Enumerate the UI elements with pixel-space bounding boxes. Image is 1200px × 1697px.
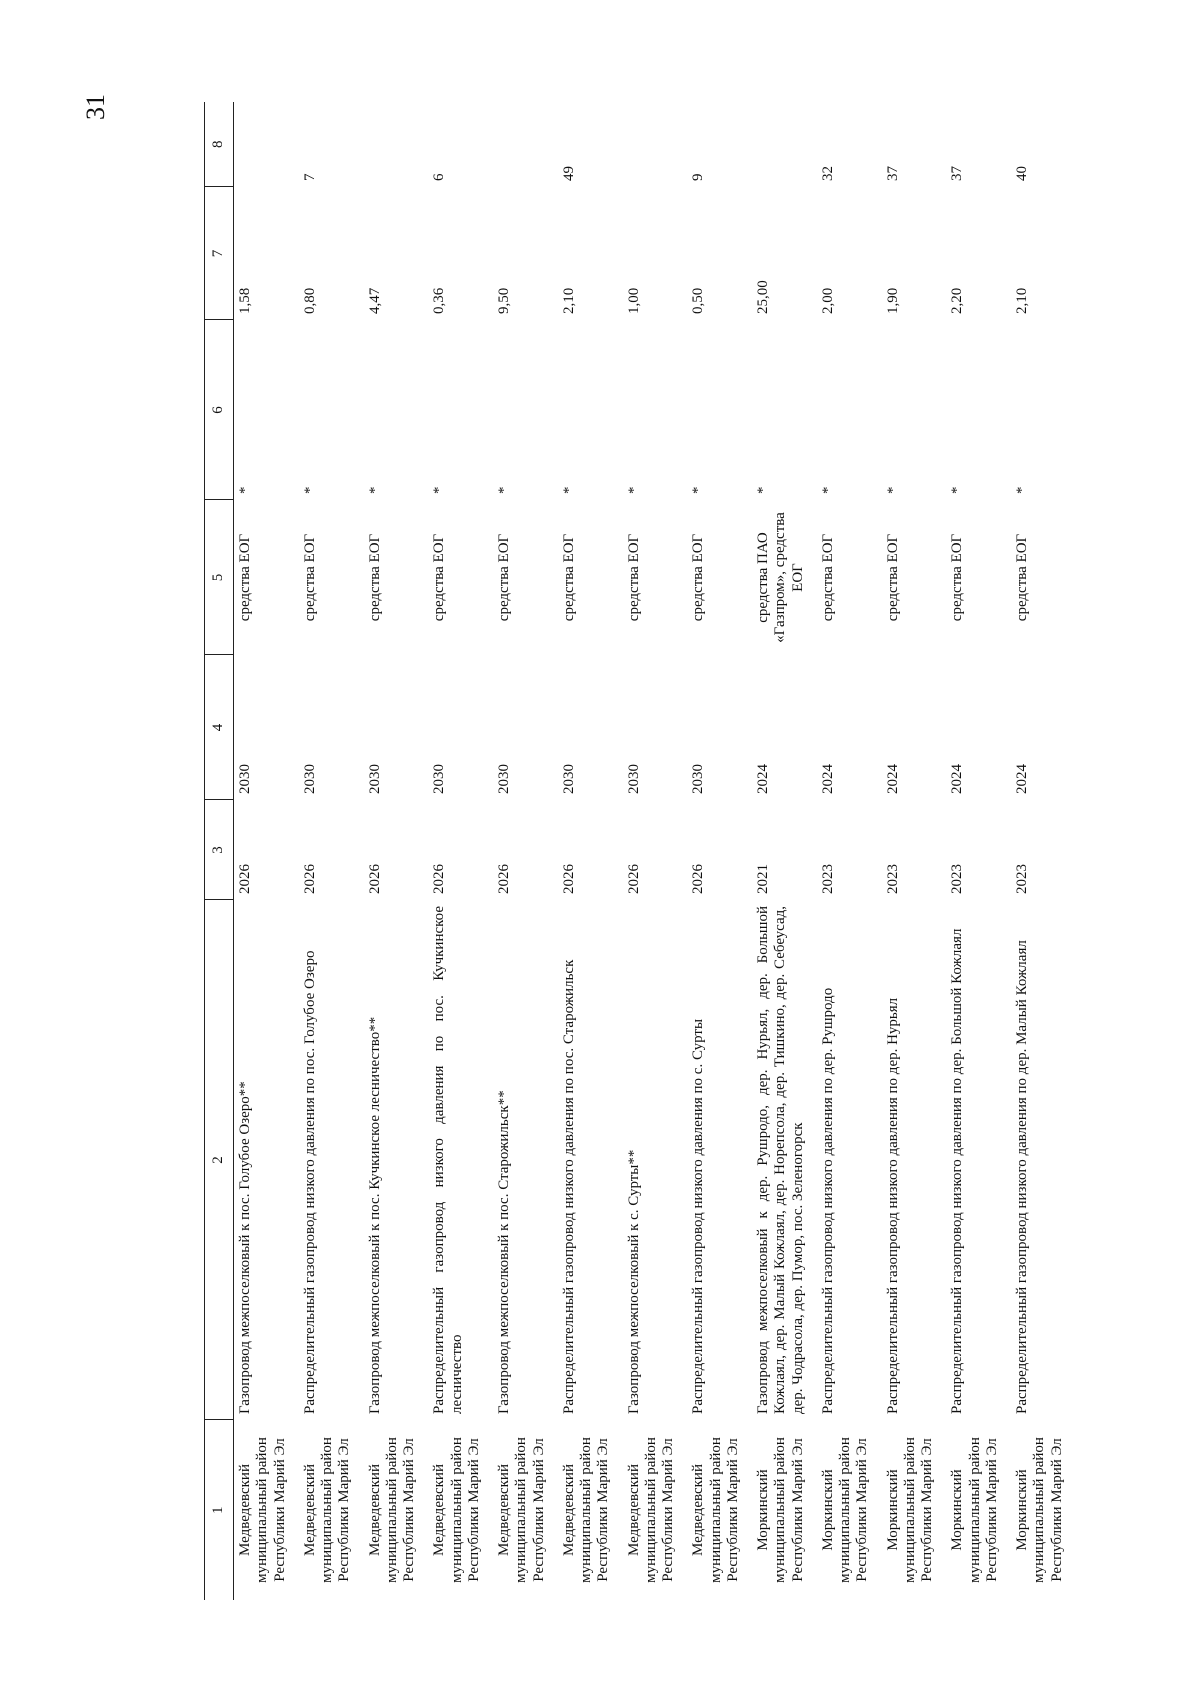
mark-cell: * bbox=[755, 486, 771, 494]
funding-source-cell: средства ЕОГ bbox=[496, 533, 512, 622]
start-year-cell: 2021 bbox=[755, 864, 771, 894]
region-cell: Медведевский муниципальный район Республики Марий Эл bbox=[560, 1437, 612, 1583]
table-row bbox=[364, 102, 429, 1600]
table-row bbox=[882, 102, 947, 1600]
end-year-cell: 2024 bbox=[755, 764, 771, 794]
funding-source-cell: средства ЕОГ bbox=[237, 533, 253, 622]
count-cell: 40 bbox=[1014, 166, 1030, 181]
funding-source-cell: средства ЕОГ bbox=[301, 533, 318, 622]
column-header-6: 6 bbox=[205, 320, 234, 500]
region-cell: Медведевский муниципальный район Республики Марий Эл bbox=[237, 1437, 288, 1583]
object-name-cell: Газопровод межпоселковый к дер. Рушродо, дер. Нурьял, дер. Большой Кожлаял, дер. Малый Кожлаял, дер. Норепсола, дер. Тишкино, дер. Себеусад, дер. Чодрасола, дер. Пумор, пос. Зеленогорск bbox=[755, 906, 806, 1414]
count-cell bbox=[234, 102, 299, 187]
object-name-cell: Газопровод межпоселковый к с. Сурты** bbox=[625, 1149, 642, 1414]
mark-cell: * bbox=[884, 486, 901, 494]
length-cell: 25,00 bbox=[755, 280, 771, 314]
table-body bbox=[234, 102, 1076, 1600]
start-year-cell: 2026 bbox=[625, 864, 642, 894]
column-header-3: 3 bbox=[205, 800, 234, 900]
length-cell: 2,20 bbox=[949, 287, 966, 314]
table-row bbox=[1011, 102, 1076, 1600]
object-name-cell: Распределительный газопровод низкого давления по с. Сурты bbox=[690, 1018, 707, 1414]
gas-pipeline-table bbox=[204, 102, 1076, 1600]
length-cell: 0,36 bbox=[431, 287, 448, 314]
length-cell: 0,80 bbox=[301, 287, 318, 314]
start-year-cell: 2026 bbox=[431, 864, 448, 894]
length-cell: 1,00 bbox=[625, 287, 642, 314]
object-name-cell: Газопровод межпоселковый к пос. Кучкинское лесничество** bbox=[366, 1016, 383, 1414]
table-row bbox=[946, 102, 1011, 1600]
table-row bbox=[687, 102, 752, 1600]
count-cell: 7 bbox=[301, 173, 318, 181]
start-year-cell: 2026 bbox=[496, 864, 512, 894]
count-cell: 37 bbox=[949, 166, 966, 181]
start-year-cell: 2023 bbox=[949, 864, 966, 894]
table-row bbox=[752, 102, 817, 1600]
count-cell bbox=[752, 102, 817, 187]
region-cell: Моркинский муниципальный район Республики Марий Эл bbox=[884, 1437, 935, 1583]
table-row bbox=[558, 102, 623, 1600]
end-year-cell: 2030 bbox=[496, 764, 512, 794]
region-cell: Моркинский муниципальный район Республики Марий Эл bbox=[1014, 1437, 1065, 1583]
start-year-cell: 2023 bbox=[884, 864, 901, 894]
object-name-cell: Распределительный газопровод низкого давления по пос. Кучкинское лесничество bbox=[431, 906, 465, 1414]
object-name-cell: Распределительный газопровод низкого давления по дер. Малый Кожлаял bbox=[1014, 940, 1030, 1414]
object-name-cell: Распределительный газопровод низкого давления по дер. Нурьял bbox=[884, 997, 901, 1414]
length-cell: 2,10 bbox=[1014, 287, 1030, 314]
count-cell: 49 bbox=[560, 166, 577, 181]
table-row bbox=[817, 102, 882, 1600]
mark-cell: * bbox=[819, 486, 836, 494]
end-year-cell: 2030 bbox=[431, 764, 448, 794]
funding-source-cell: средства ЕОГ bbox=[560, 533, 577, 622]
column-header-7: 7 bbox=[205, 187, 234, 320]
column-header-8: 8 bbox=[205, 102, 234, 187]
mark-cell: * bbox=[625, 486, 642, 494]
mark-cell: * bbox=[496, 486, 512, 494]
end-year-cell: 2030 bbox=[237, 764, 253, 794]
count-cell: 32 bbox=[819, 166, 836, 181]
end-year-cell: 2030 bbox=[560, 764, 577, 794]
count-cell bbox=[364, 102, 429, 187]
table-row bbox=[493, 102, 558, 1600]
length-cell: 1,90 bbox=[884, 287, 901, 314]
funding-source-cell: средства ЕОГ bbox=[625, 533, 642, 622]
mark-cell: * bbox=[949, 486, 966, 494]
count-cell bbox=[493, 102, 558, 187]
object-name-cell: Газопровод межпоселковый к пос. Старожильск** bbox=[496, 1090, 512, 1414]
funding-source-cell: средства ЕОГ bbox=[431, 533, 448, 622]
length-cell: 2,00 bbox=[819, 287, 836, 314]
table-row bbox=[623, 102, 688, 1600]
count-cell: 37 bbox=[884, 166, 901, 181]
object-name-cell: Распределительный газопровод низкого давления по пос. Старожильск bbox=[560, 959, 577, 1414]
region-cell: Медведевский муниципальный район Республики Марий Эл bbox=[301, 1437, 353, 1583]
mark-cell: * bbox=[366, 486, 383, 494]
funding-source-cell: средства ЕОГ bbox=[819, 533, 836, 622]
end-year-cell: 2030 bbox=[366, 764, 383, 794]
start-year-cell: 2026 bbox=[237, 864, 253, 894]
length-cell: 4,47 bbox=[366, 287, 383, 314]
table-row bbox=[299, 102, 364, 1600]
region-cell: Медведевский муниципальный район Республики Марий Эл bbox=[625, 1437, 676, 1583]
end-year-cell: 2030 bbox=[690, 764, 707, 794]
region-cell: Медведевский муниципальный район Республики Марий Эл bbox=[431, 1437, 482, 1583]
object-name-cell: Распределительный газопровод низкого давления по дер. Большой Кожлаял bbox=[949, 928, 966, 1414]
end-year-cell: 2024 bbox=[1014, 764, 1030, 794]
table-container bbox=[204, 102, 1065, 1600]
count-cell bbox=[623, 102, 688, 187]
mark-cell: * bbox=[431, 486, 448, 494]
region-cell: Моркинский муниципальный район Республики Марий Эл bbox=[949, 1437, 1000, 1583]
column-header-2: 2 bbox=[205, 900, 234, 1420]
start-year-cell: 2023 bbox=[1014, 864, 1030, 894]
region-cell: Медведевский муниципальный район Республики Марий Эл bbox=[496, 1437, 547, 1583]
funding-source-cell: средства ПАО «Газпром», средства ЕОГ bbox=[755, 512, 806, 643]
region-cell: Моркинский муниципальный район Республики Марий Эл bbox=[819, 1437, 871, 1583]
page-number: 31 bbox=[81, 94, 110, 120]
start-year-cell: 2026 bbox=[690, 864, 707, 894]
length-cell: 0,50 bbox=[690, 287, 707, 314]
start-year-cell: 2023 bbox=[819, 864, 836, 894]
mark-cell: * bbox=[1014, 486, 1030, 494]
end-year-cell: 2030 bbox=[301, 764, 318, 794]
end-year-cell: 2030 bbox=[625, 764, 642, 794]
object-name-cell: Распределительный газопровод низкого давления по дер. Рушродо bbox=[819, 987, 836, 1414]
column-header-5: 5 bbox=[205, 500, 234, 655]
mark-cell: * bbox=[301, 486, 318, 494]
table-header bbox=[205, 102, 234, 1600]
start-year-cell: 2026 bbox=[301, 864, 318, 894]
length-cell: 1,58 bbox=[237, 287, 253, 314]
funding-source-cell: средства ЕОГ bbox=[884, 533, 901, 622]
region-cell: Медведевский муниципальный район Республики Марий Эл bbox=[690, 1437, 741, 1583]
mark-cell: * bbox=[690, 486, 707, 494]
object-name-cell: Распределительный газопровод низкого давления по пос. Голубое Озеро bbox=[301, 950, 318, 1414]
column-header-4: 4 bbox=[205, 655, 234, 800]
mark-cell: * bbox=[560, 486, 577, 494]
region-cell: Медведевский муниципальный район Республики Марий Эл bbox=[366, 1437, 417, 1583]
length-cell: 2,10 bbox=[560, 287, 577, 314]
table-row bbox=[428, 102, 493, 1600]
object-name-cell: Газопровод межпоселковый к пос. Голубое Озеро** bbox=[237, 1081, 253, 1414]
region-cell: Моркинский муниципальный район Республики Марий Эл bbox=[755, 1437, 806, 1583]
start-year-cell: 2026 bbox=[366, 864, 383, 894]
mark-cell: * bbox=[237, 486, 253, 494]
count-cell: 9 bbox=[690, 173, 707, 181]
funding-source-cell: средства ЕОГ bbox=[690, 533, 707, 622]
length-cell: 9,50 bbox=[496, 287, 512, 314]
table-row bbox=[234, 102, 299, 1600]
count-cell: 6 bbox=[431, 173, 448, 181]
funding-source-cell: средства ЕОГ bbox=[949, 533, 966, 622]
funding-source-cell: средства ЕОГ bbox=[1014, 533, 1030, 622]
end-year-cell: 2024 bbox=[884, 764, 901, 794]
start-year-cell: 2026 bbox=[560, 864, 577, 894]
end-year-cell: 2024 bbox=[819, 764, 836, 794]
end-year-cell: 2024 bbox=[949, 764, 966, 794]
header-row bbox=[205, 102, 234, 1600]
column-header-1: 1 bbox=[205, 1420, 234, 1600]
funding-source-cell: средства ЕОГ bbox=[366, 533, 383, 622]
